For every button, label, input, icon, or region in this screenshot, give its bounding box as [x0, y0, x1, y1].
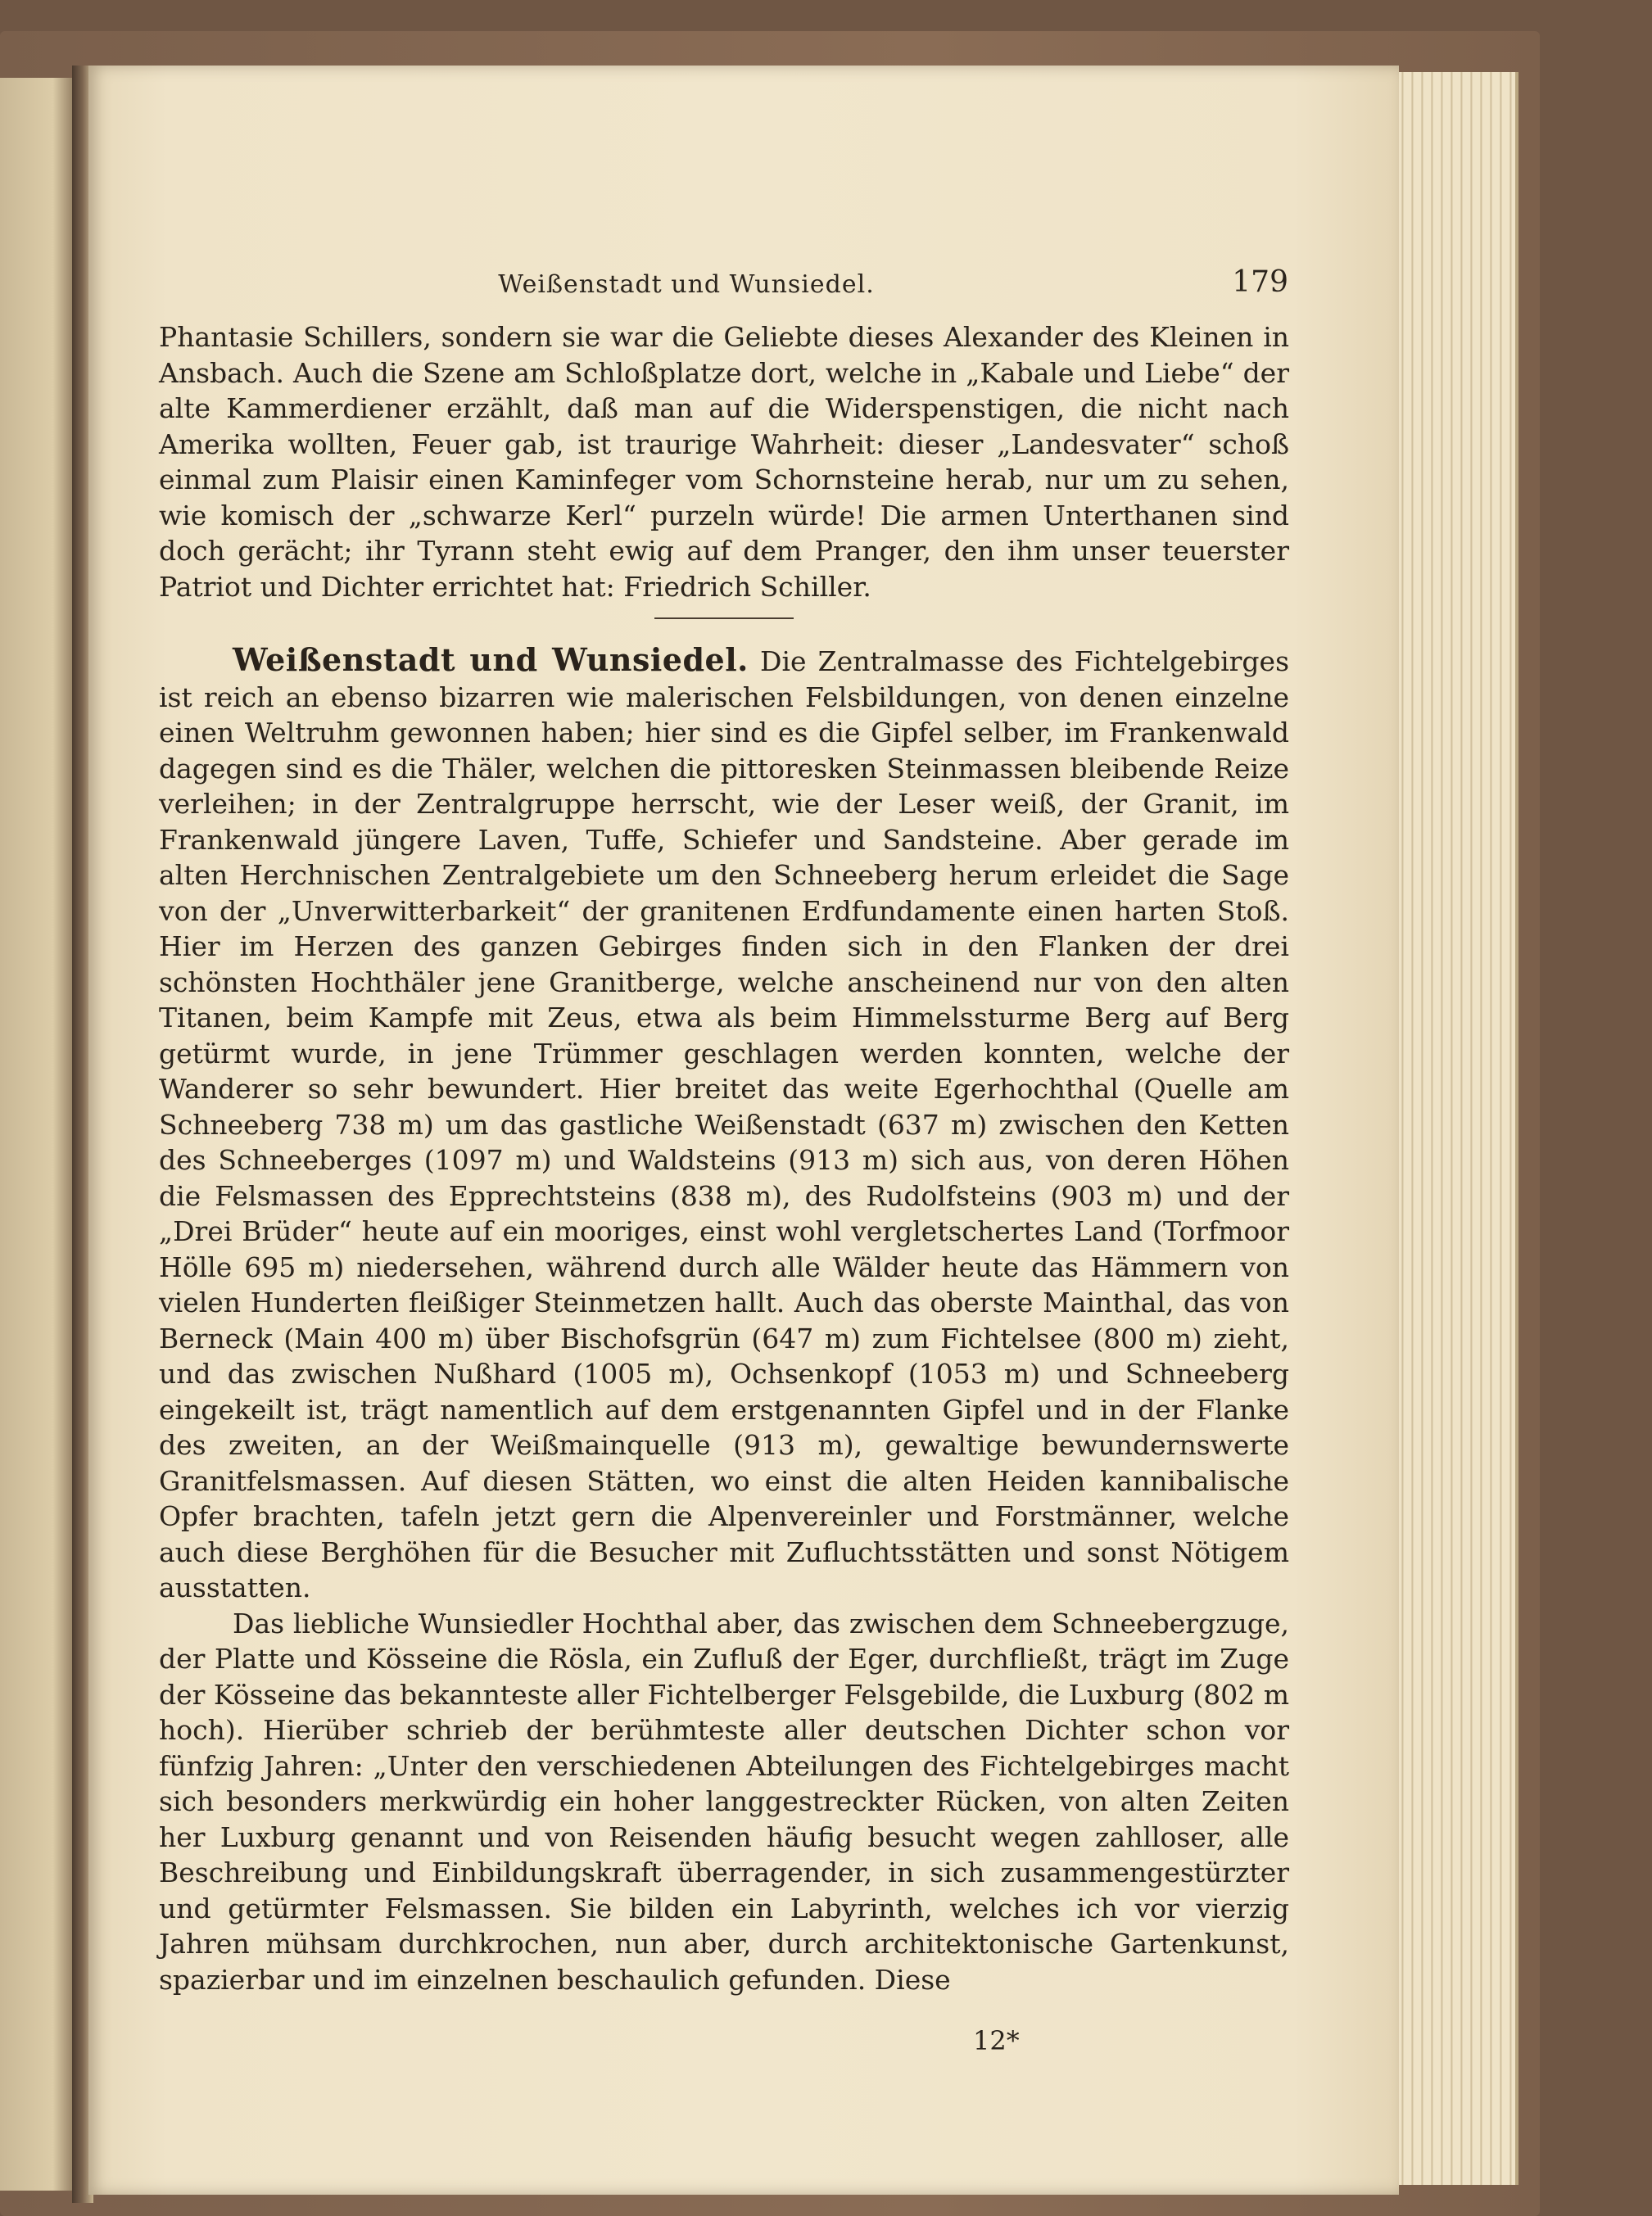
section-heading: Weißenstadt und Wunsiedel. [233, 641, 749, 678]
page-edges [1384, 72, 1518, 2185]
left-page-edge [0, 78, 75, 2191]
book-page [88, 66, 1399, 2195]
running-head [88, 265, 1288, 303]
signature-mark: 12* [973, 2025, 1020, 2056]
body-text [159, 319, 1289, 1997]
paragraph-1: Phantasie Schillers, sondern sie war die Geliebte dieses Alexander des Kleinen in Ansbach. Auch die Szene am Schloßplatze dort, welche in „Kabale und Liebe“ der alte Kammerdiener erzählt, daß man auf die Widerspenstigen, die nicht nach Amerika wollten, Feuer gab, ist traurige Wahrheit: dieser „Landesvater“ schoß einmal zum Plaisir einen Kaminfeger vom Schornsteine herab, nur um zu sehen, wie komisch der „schwarze Kerl“ purzeln würde! Die armen Unterthanen sind doch gerächt; ihr Tyrann steht ewig auf dem Pranger, den ihm unser teuerster Patriot und Dichter errichtet hat: Friedrich Schiller. [159, 321, 1289, 603]
paragraph-3: Das liebliche Wunsiedler Hochthal aber, das zwischen dem Schneebergzuge, der Platte und Kösseine die Rösla, ein Zufluß der Eger, durchfließt, trägt im Zuge der Kösseine das bekannteste aller Fichtelberger Felsgebilde, die Luxburg (802 m hoch). Hierüber schrieb der berühmteste aller deutschen Dichter schon vor fünfzig Jahren: „Unter den verschiedenen Abteilungen des Fichtelgebirges macht sich besonders merkwürdig ein hoher langgestreckter Rücken, von alten Zeiten her Luxburg genannt und von Reisenden häufig besucht wegen zahlloser, alle Beschreibung und Einbildungskraft überragender, in sich zusammengestürzter und getürmter Felsmassen. Sie bilden ein Labyrinth, welches ich vor vierzig Jahren mühsam durchkrochen, nun aber, durch architektonische Gartenkunst, spazierbar und im einzelnen beschaulich gefunden. Diese [159, 1607, 1289, 1996]
section-divider [654, 617, 794, 619]
page-number: 179 [1232, 265, 1288, 299]
paragraph-2-body: Die Zentralmasse des Fichtelgebirges ist reich an ebenso bizarren wie malerischen Felsbildungen, von denen einzelne einen Weltruhm gewonnen haben; hier sind es die Gipfel selber, im Frankenwald dagegen sind es die Thäler, welchen die pittoresken Steinmassen bleibende Reize verleihen; in der Zentralgruppe herrscht, wie der Leser weiß, der Granit, im Frankenwald jüngere Laven, Tuffe, Schiefer und Sandsteine. Aber gerade im alten Herchnischen Zentralgebiete um den Schneeberg herum erleidet die Sage von der „Unverwitterbarkeit“ der granitenen Erdfundamente einen harten Stoß. Hier im Herzen des ganzen Gebirges finden sich in den Flanken der drei schönsten Hochthäler jene Granitberge, welche anscheinend nur von den alten Titanen, beim Kampfe mit Zeus, etwa als beim Himmelssturme Berg auf Berg getürmt wurde, in jene Trümmer geschlagen werden konnten, welche der Wanderer so sehr bewundert. Hier breitet das weite Egerhochthal (Quelle am Schneeberg 738 m) um das gastliche Weißenstadt (637 m) zwischen den Ketten des Schneeberges (1097 m) und Waldsteins (913 m) sich aus, von deren Höhen die Felsmassen des Epprechtsteins (838 m), des Rudolfsteins (903 m) und der „Drei Brüder“ heute auf ein mooriges, einst wohl vergletschertes Land (Torfmoor Hölle 695 m) niedersehen, während durch alle Wälder heute das Hämmern von vielen Hunderten fleißiger Steinmetzen hallt. Auch das oberste Mainthal, das von Berneck (Main 400 m) über Bischofsgrün (647 m) zum Fichtelsee (800 m) zieht, und das zwischen Nußhard (1005 m), Ochsenkopf (1053 m) und Schneeberg eingekeilt ist, trägt namentlich auf dem erstgenannten Gipfel und in der Flanke des zweiten, an der Weißmainquelle (913 m), gewaltige bewundernswerte Granitfelsmassen. Auf diesen Stätten, wo einst die alten Heiden kannibalische Opfer brachten, tafeln jetzt gern die Alpenvereinler und Forstmänner, welche auch diese Berghöhen für die Besucher mit Zufluchtsstätten und sonst Nötigem ausstatten. [159, 645, 1289, 1603]
running-head-title: Weißenstadt und Wunsiedel. [498, 270, 875, 299]
paragraph-2 [159, 642, 1289, 1606]
